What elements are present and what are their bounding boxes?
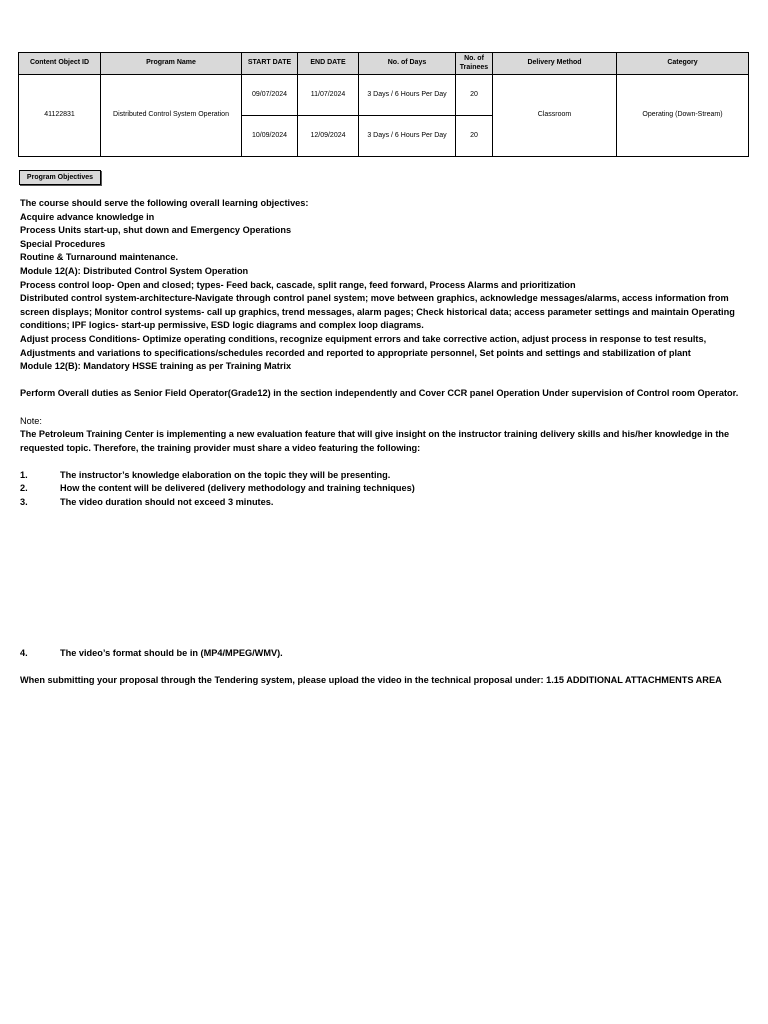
table-header-row [19, 53, 749, 75]
duties-text: Perform Overall duties as Senior Field Operator(Grade12) in the section independently and Cover CCR panel Operation Under supervision of Control room Operator. [20, 388, 739, 399]
cell-end-date: 12/09/2024 [298, 116, 359, 157]
cell-no-of-days: 3 Days / 6 Hours Per Day [359, 75, 456, 116]
cell-program-name: Distributed Control System Operation [101, 75, 242, 157]
header-end-date: END DATE [298, 53, 359, 75]
objective-line: Adjust process Conditions- Optimize operating conditions, recognize equipment errors and take corrective action, adjust process in response to test results, [20, 333, 707, 344]
cell-no-of-trainees: 20 [456, 75, 493, 116]
objective-line: Adjustments and variations to specifications/schedules recorded and reported to appropriate personnel, Set points and settings and stabilization of plant [20, 347, 691, 358]
table-row [19, 75, 749, 116]
objective-line: Acquire advance knowledge in [20, 211, 155, 222]
cell-end-date: 11/07/2024 [298, 75, 359, 116]
list-item-text: How the content will be delivered (delivery methodology and training techniques) [60, 483, 415, 494]
header-program-name: Program Name [101, 53, 242, 75]
program-objectives-label: Program Objectives [19, 170, 101, 185]
header-delivery-method: Delivery Method [493, 53, 617, 75]
header-no-of-days: No. of Days [359, 53, 456, 75]
list-item-text: The video’s format should be in (MP4/MPEG/WMV). [60, 648, 283, 658]
objectives-body [20, 197, 750, 510]
objective-line: Routine & Turnaround maintenance. [20, 252, 179, 263]
header-no-of-trainees: No. of Trainees [456, 53, 493, 75]
program-table [18, 52, 749, 157]
header-start-date: START DATE [242, 53, 298, 75]
list-item-number: 4. [20, 648, 28, 658]
cell-no-of-days: 3 Days / 6 Hours Per Day [359, 116, 456, 157]
module-12b-heading: Module 12(B): Mandatory HSSE training as per Training Matrix [20, 361, 292, 372]
note-text: The Petroleum Training Center is implementing a new evaluation feature that will give insight on the instructor training delivery skills and his/her knowledge in the requested topic. Therefore, the training provider must share a video featuring the following: [20, 429, 730, 453]
objective-line: Distributed control system-architecture-Navigate through control panel system; move between graphics, acknowledge messages/alarms, access information from screen displays; Monitor control systems- call up graphics, trend messages, alarm pages; Check historical data; access parameter settings and maintain Operating conditions; IPF logics- start-up permissive, ESD logic diagrams and complex loop diagrams. [20, 293, 735, 331]
list-item [20, 469, 750, 483]
list-item-number: 1. [20, 469, 28, 480]
objective-line: Process control loop- Open and closed; types- Feed back, cascade, split range, feed forward, Process Alarms and prioritization [20, 279, 576, 290]
list-item [20, 482, 750, 496]
objectives-intro: The course should serve the following overall learning objectives: [20, 198, 309, 208]
cell-delivery-method: Classroom [493, 75, 617, 157]
list-item-text: The video duration should not exceed 3 minutes. [60, 497, 274, 508]
list-item [20, 496, 750, 510]
list-item [20, 647, 750, 661]
objective-line: Special Procedures [20, 238, 106, 249]
cell-category: Operating (Down-Stream) [617, 75, 749, 157]
submission-instructions: When submitting your proposal through the Tendering system, please upload the video in the technical proposal under: 1.15 ADDITIONAL ATTACHMENTS AREA [20, 675, 722, 685]
list-item-number: 3. [20, 497, 28, 508]
cell-no-of-trainees: 20 [456, 116, 493, 157]
module-12a-heading: Module 12(A): Distributed Control System Operation [20, 265, 249, 276]
cell-content-object-id: 41122831 [19, 75, 101, 157]
list-item-text: The instructor’s knowledge elaboration on the topic they will be presenting. [60, 469, 391, 480]
objective-line: Process Units start-up, shut down and Emergency Operations [20, 225, 292, 236]
cell-start-date: 10/09/2024 [242, 116, 298, 157]
list-item-number: 2. [20, 483, 28, 494]
header-category: Category [617, 53, 749, 75]
note-heading: Note: [20, 415, 42, 426]
header-content-object-id: Content Object ID [19, 53, 101, 75]
cell-start-date: 09/07/2024 [242, 75, 298, 116]
